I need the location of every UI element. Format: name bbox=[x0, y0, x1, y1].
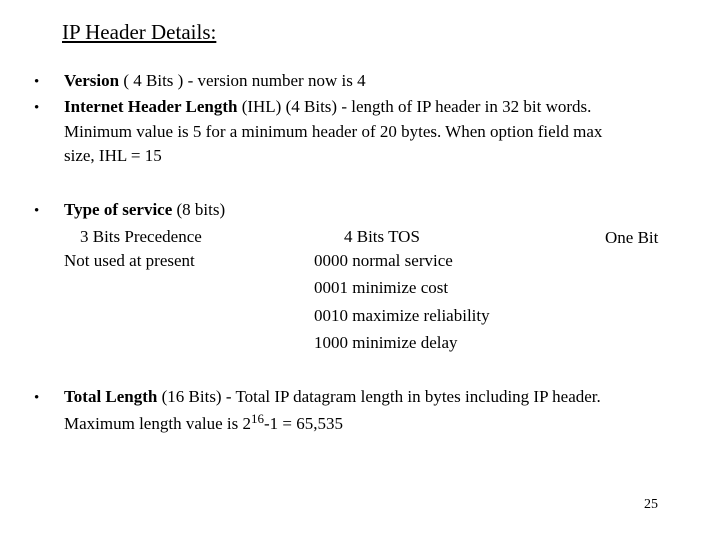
bullet-marker: • bbox=[34, 390, 40, 406]
ihl-term: Internet Header Length bbox=[64, 97, 238, 116]
tos-term: Type of service bbox=[64, 200, 173, 219]
bullet-marker: • bbox=[34, 100, 40, 116]
precedence-heading: 3 Bits Precedence bbox=[80, 227, 202, 246]
tos-item bbox=[64, 199, 225, 221]
precedence-note: Not used at present bbox=[64, 251, 195, 270]
bullet-marker: • bbox=[34, 74, 40, 90]
tos-value: 1000 minimize delay bbox=[314, 333, 458, 352]
version-term: Version bbox=[64, 71, 120, 90]
page-title: IP Header Details: bbox=[62, 20, 217, 44]
ihl-description: (IHL) (4 Bits) - length of IP header in 32 bit words. bbox=[237, 97, 592, 116]
tos-value: 0000 normal service bbox=[314, 251, 453, 270]
max-length-suffix: -1 = 65,535 bbox=[263, 414, 343, 433]
ihl-line-3: size, IHL = 15 bbox=[64, 146, 162, 165]
max-length-prefix: Maximum length value is 2 bbox=[64, 414, 251, 433]
tos-value: 0010 maximize reliability bbox=[314, 306, 490, 325]
version-description: ( 4 Bits ) - version number now is 4 bbox=[119, 71, 366, 90]
tos-heading: 4 Bits TOS bbox=[344, 227, 420, 246]
total-length-item bbox=[64, 386, 601, 408]
tos-description: (8 bits) bbox=[172, 200, 226, 219]
one-bit-heading: One Bit bbox=[605, 228, 659, 247]
page-number: 25 bbox=[644, 497, 658, 512]
version-item bbox=[64, 70, 366, 92]
total-length-line-2 bbox=[64, 413, 343, 436]
bullet-marker: • bbox=[34, 203, 40, 219]
tos-value: 0001 minimize cost bbox=[314, 278, 449, 297]
max-length-exponent: 16 bbox=[250, 411, 264, 426]
ihl-item bbox=[64, 96, 591, 118]
total-length-description: (16 Bits) - Total IP datagram length in bytes including IP header. bbox=[157, 387, 601, 406]
total-length-term: Total Length bbox=[64, 387, 158, 406]
ihl-line-2: Minimum value is 5 for a minimum header of 20 bytes. When option field max bbox=[64, 122, 603, 141]
